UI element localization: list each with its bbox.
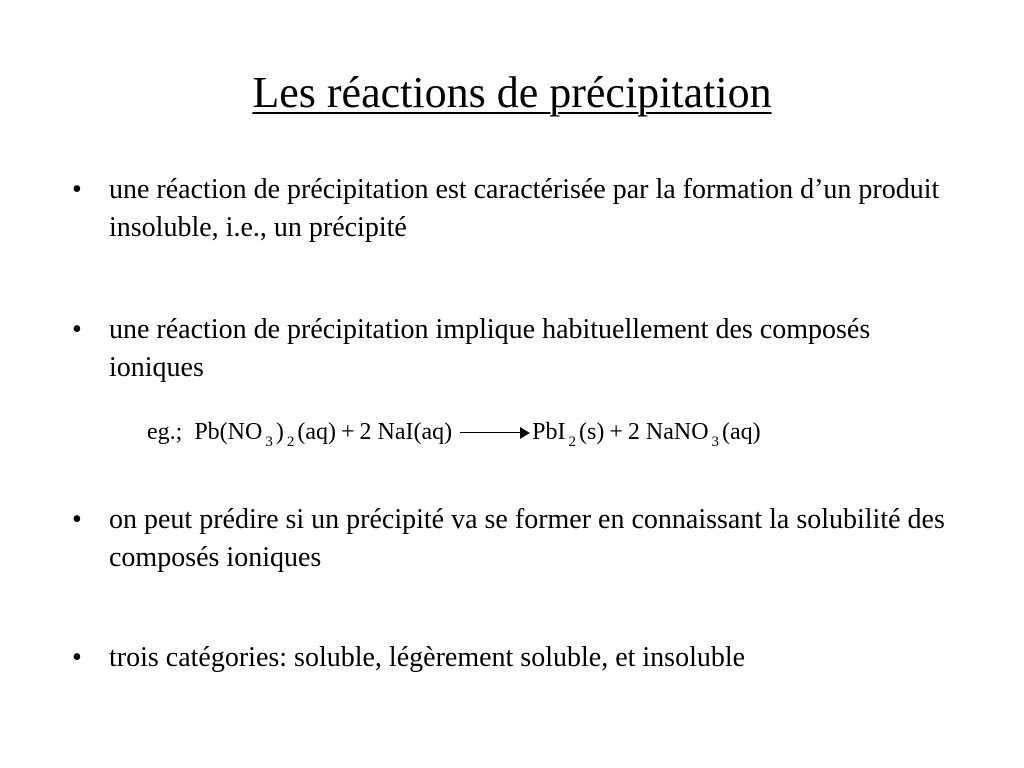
bracket: )	[275, 419, 284, 445]
subscript: 2	[568, 434, 576, 450]
bullet-text: on peut prédire si un précipité va se former en connaissant la solubilité des composés ioniques	[109, 504, 945, 573]
bullet-item	[72, 171, 972, 247]
bullet-item	[72, 639, 972, 677]
subscript: 3	[265, 434, 273, 450]
plus-sign: +	[340, 419, 355, 445]
bullet-text: trois catégories: soluble, légèrement soluble, et insoluble	[109, 642, 746, 673]
subscript: 3	[711, 434, 720, 450]
bullet-dot-icon: •	[72, 174, 82, 205]
bullet-item	[72, 501, 972, 577]
state-symbol: (aq)	[722, 419, 761, 445]
reactant-sodium-iodide: 2 NaI(aq)	[359, 419, 453, 445]
bullet-text: une réaction de précipitation est caractérisée par la formation d’un produit insoluble, i.e., un précipité	[109, 174, 940, 243]
chemical-equation	[147, 414, 761, 453]
product-lead-iodide: PbI	[532, 419, 566, 445]
bullet-text: une réaction de précipitation implique habituellement des composés ioniques	[109, 314, 871, 383]
subscript: 2	[286, 434, 295, 450]
reaction-arrow-icon	[460, 423, 530, 443]
equation-prefix: eg.;	[147, 419, 183, 445]
bullet-dot-icon: •	[72, 314, 82, 345]
reactant-lead-nitrate: Pb(NO	[194, 419, 263, 445]
bullet-dot-icon: •	[72, 642, 82, 673]
bullet-dot-icon: •	[72, 504, 82, 535]
slide-title: Les réactions de précipitation	[252, 68, 772, 117]
state-symbol: (aq)	[297, 419, 336, 445]
bullet-item	[72, 311, 972, 387]
plus-sign: +	[609, 419, 623, 445]
state-symbol: (s)	[579, 419, 605, 445]
product-sodium-nitrate: 2 NaNO	[627, 419, 709, 445]
